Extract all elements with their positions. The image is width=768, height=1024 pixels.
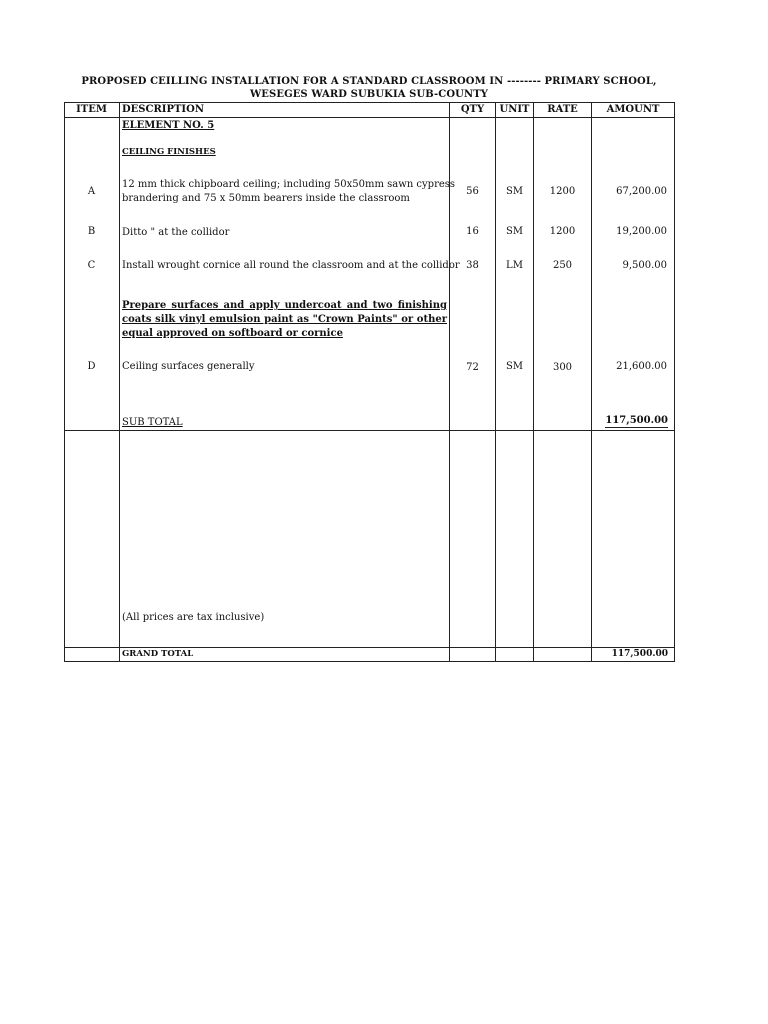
grandtotal-label: GRAND TOTAL	[122, 649, 194, 659]
row-a-description-line2: brandering and 75 x 50mm bearers inside the classroom	[122, 193, 410, 204]
row-b-description: Ditto " at the collidor	[122, 227, 230, 238]
paint-note-line1: Prepare surfaces and apply undercoat and two finishing	[122, 300, 447, 311]
row-c-amount: 9,500.00	[622, 260, 667, 271]
row-c-item: C	[87, 260, 96, 271]
header-description: DESCRIPTION	[122, 104, 204, 115]
paint-specification-note	[122, 299, 447, 341]
header-amount: AMOUNT	[606, 104, 660, 115]
document-title-line2: WESEGES WARD SUBUKIA SUB-COUNTY	[249, 89, 489, 100]
tax-note: (All prices are tax inclusive)	[122, 612, 265, 623]
table-border-right	[674, 102, 675, 662]
header-item: ITEM	[76, 104, 107, 115]
subtotal-amount	[598, 414, 668, 428]
row-d-qty: 72	[466, 362, 479, 373]
row-a-rate: 1200	[549, 186, 576, 197]
row-d-rate: 300	[552, 362, 573, 373]
section-heading: CEILING FINISHES	[122, 147, 216, 157]
row-d-amount: 21,600.00	[616, 361, 667, 372]
paint-note-line2: coats silk vinyl emulsion paint as "Crown Paints" or other	[122, 314, 447, 325]
row-b-qty: 16	[466, 226, 479, 237]
row-d-description: Ceiling surfaces generally	[122, 361, 255, 372]
subtotal-amount-value: 117,500.00	[605, 415, 668, 426]
table-header-divider	[64, 117, 675, 118]
header-unit: UNIT	[499, 104, 530, 115]
row-b-unit: SM	[505, 226, 524, 237]
row-a-qty: 56	[466, 186, 479, 197]
row-c-qty: 38	[466, 260, 479, 271]
row-a-unit: SM	[505, 186, 524, 197]
row-c-description: Install wrought cornice all round the classroom and at the collidor	[122, 260, 460, 271]
table-section-divider	[64, 430, 675, 431]
grandtotal-amount: 117,500.00	[611, 649, 668, 659]
row-b-item: B	[87, 226, 96, 237]
row-d-unit: SM	[505, 361, 524, 372]
row-b-rate: 1200	[549, 226, 576, 237]
row-b-amount: 19,200.00	[616, 226, 667, 237]
table-border-bottom	[64, 661, 675, 662]
header-qty: QTY	[460, 104, 485, 115]
paint-note-line3: equal approved on softboard or cornice	[122, 328, 343, 339]
header-rate: RATE	[547, 104, 578, 115]
row-a-item: A	[87, 186, 96, 197]
row-a-amount: 67,200.00	[616, 186, 667, 197]
row-c-unit: LM	[506, 260, 523, 271]
subtotal-label: SUB TOTAL	[122, 417, 183, 428]
column-divider-item	[119, 102, 120, 662]
row-d-item: D	[87, 361, 96, 372]
element-heading: ELEMENT NO. 5	[122, 120, 215, 131]
document-title-line1: PROPOSED CEILLING INSTALLATION FOR A STANDARD CLASSROOM IN -------- PRIMARY SCHOOL,	[81, 76, 657, 87]
row-c-rate: 250	[552, 260, 573, 271]
row-a-description-line1: 12 mm thick chipboard ceiling; including 50x50mm sawn cypress	[122, 179, 456, 190]
